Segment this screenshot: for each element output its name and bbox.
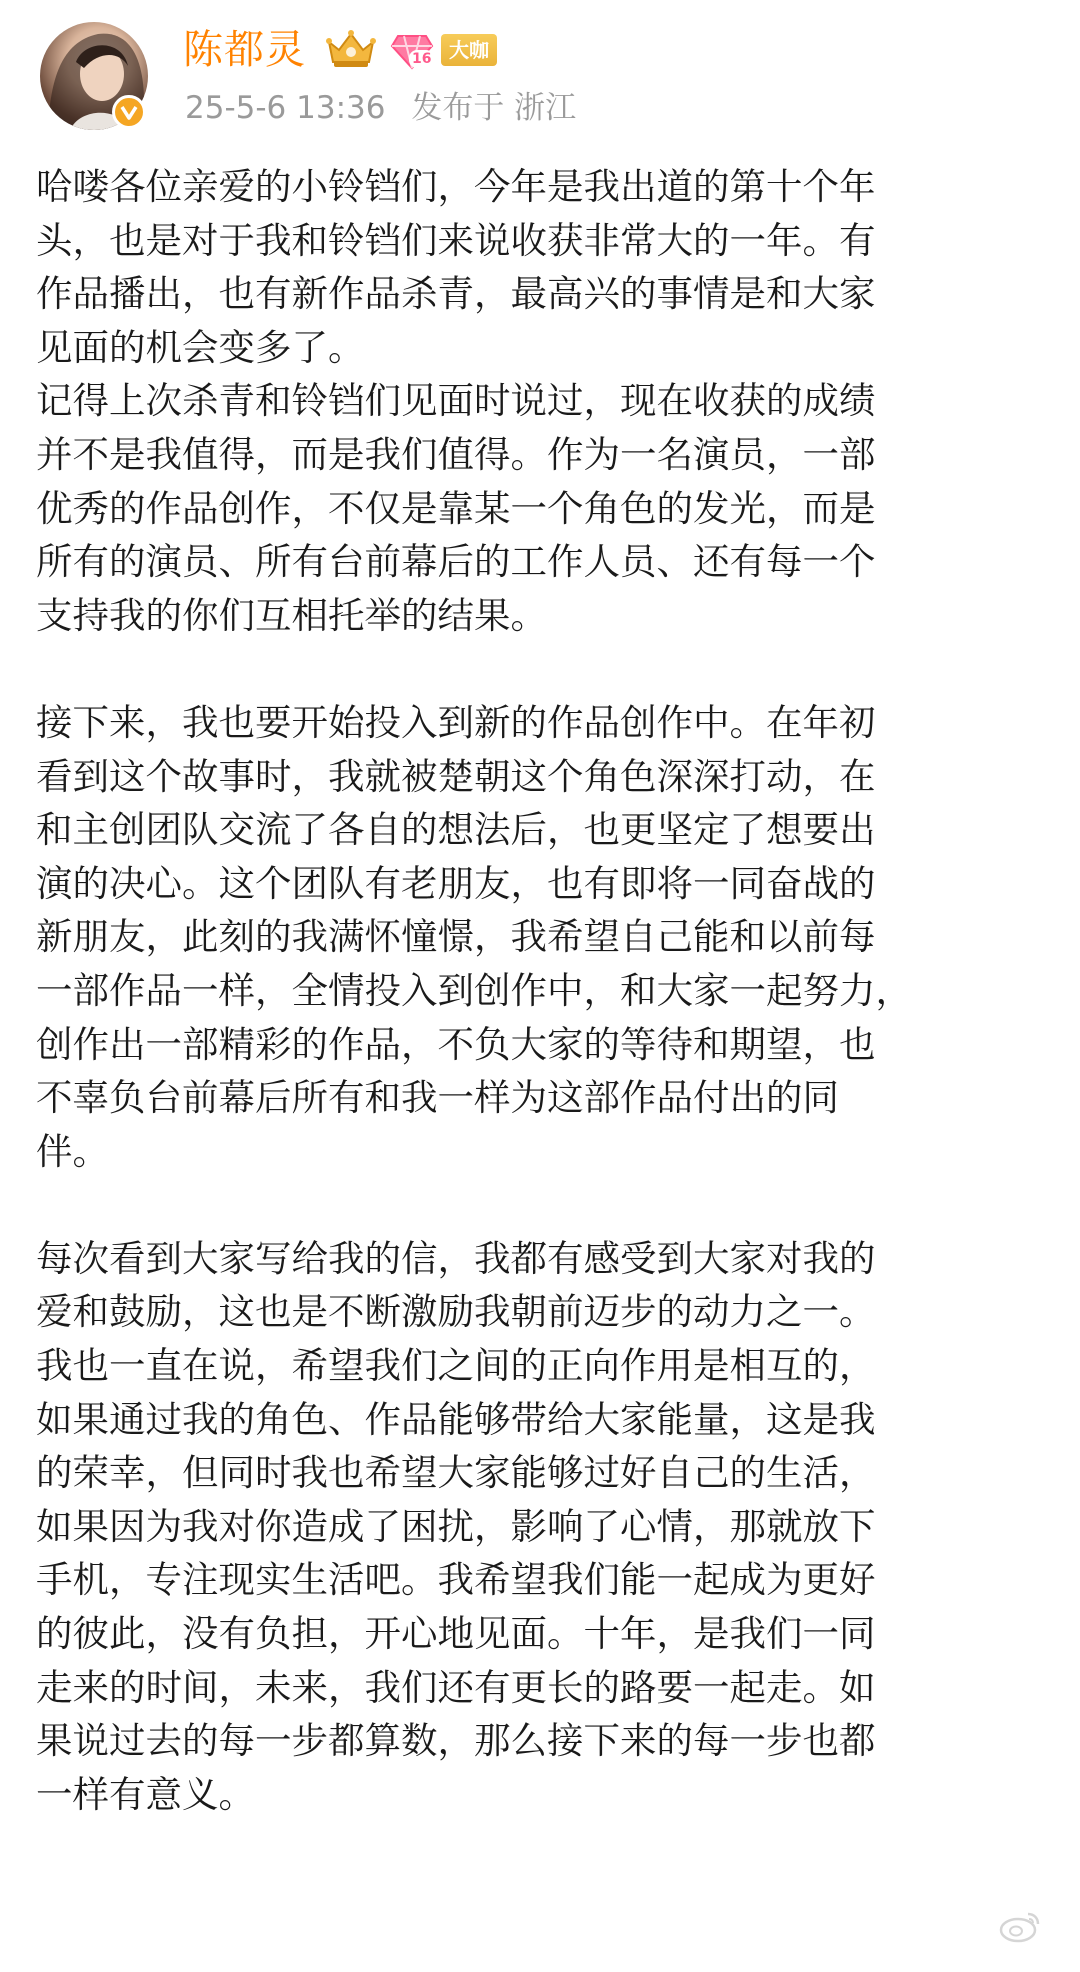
verified-icon [112, 95, 146, 129]
post-time: 25-5-6 13:36 [185, 90, 386, 126]
username[interactable]: 陈都灵 [183, 27, 306, 73]
paragraph-2: 记得上次杀青和铃铛们见面时说过，现在收获的成绩 并不是我值得，而是我们值得。作为一名演员，一部 优秀的作品创作，不仅是靠某一个角色的发光，而是 所有的演员、所有台前幕后的工作人员、还有每一个 支持我的你们互相托举的结果。 [36, 379, 876, 637]
paragraph-3: 接下来，我也要开始投入到新的作品创作中。在年初 看到这个故事时，我就被楚朝这个角色深深打动，在 和主创团队交流了各自的想法后，也更坚定了想要出 演的决心。这个团队有老朋友，也有即将一同奋战的 新朋友，此刻的我满怀憧憬，我希望自己能和以前每 一部作品一样，全情投入到创作中，和大家一起努力， 创作出一部精彩的作品，不负大家的等待和期望，也 不辜负台前幕后所有和我一样为这部作品付出的同 伴。 [36, 700, 912, 1173]
post-meta [185, 88, 576, 128]
post-location: 发布于 浙江 [411, 90, 577, 126]
weibo-watermark-icon [998, 1908, 1042, 1944]
post-header [0, 0, 1080, 140]
post-body [36, 160, 1046, 1821]
paragraph-1: 哈喽各位亲爱的小铃铛们，今年是我出道的第十个年 头，也是对于我和铃铛们来说收获非常大的一年。有 作品播出，也有新作品杀青，最高兴的事情是和大家 见面的机会变多了。 [36, 165, 876, 369]
paragraph-4: 每次看到大家写给我的信，我都有感受到大家对我的 爱和鼓励，这也是不断激励我朝前迈步的动力之一。 我也一直在说，希望我们之间的正向作用是相互的， 如果通过我的角色、作品能够带给大家能量，这是我 的荣幸，但同时我也希望大家能够过好自己的生活， 如果因为我对你造成了困扰，影响了心情，那就放下 手机，专注现实生活吧。我希望我们能一起成为更好 的彼此，没有负担，开心地见面。十年，是我们一同 走来的时间，未来，我们还有更长的路要一起走。如 果说过去的每一步都算数，那么接下来的每一步也都 一样有意义。 [36, 1236, 876, 1816]
level-number: 16 [409, 50, 434, 68]
crown-icon [325, 28, 377, 70]
vip-badge: 大咖 [441, 34, 497, 66]
